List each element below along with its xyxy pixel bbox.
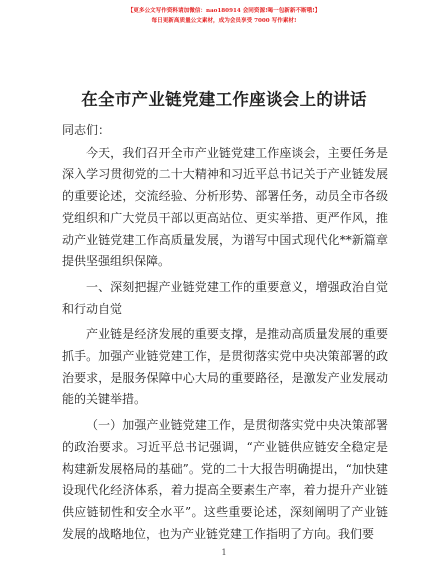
section-heading-1: 一、深刻把握产业链党建工作的重要意义，增强政治自觉和行动自觉 — [62, 279, 388, 316]
document-title: 在全市产业链党建工作座谈会上的讲话 — [81, 90, 367, 109]
paragraph-body: 产业链是经济发展的重要支撑，是推动高质量发展的重要抓手。加强产业链党建工作，是贯彻落实党中央决策部署的政治要求，是服务保障中心大局的重要路径，是激发产业发展动能的关键举措。 — [62, 327, 388, 407]
paragraph-subsection-1: （一）加强产业链党建工作，是贯彻落实党中央决策部署的政治要求。习近平总书记强调，“产业链供应链安全稳定是构建新发展格局的基础”。党的二十大报告明确提出，“加快建设现代化经济体系，着力提高全要素生产率，着力提升产业链供应链韧性和安全水平”。这些重要论述，深刻阐明了产业链发展的战略地位，也为产业链党建工作指明了方向。我们要 — [62, 418, 388, 541]
document-body — [62, 120, 388, 545]
promo-banner — [0, 6, 448, 26]
promo-banner-line-2: 每日更新高质量公文素材，成为会员享受 7000 写作素材! — [151, 18, 297, 24]
promo-banner-line-1: 【更多公文写作资料请加微信：nao180914 会同资源!喝一包新新不断哦!】 — [127, 8, 321, 14]
paragraph-intro: 今天，我们召开全市产业链党建工作座谈会，主要任务是深入学习贯彻党的二十大精神和习近平总书记关于产业链发展的重要论述，交流经验、分析形势、部署任务，动员全市各级党组织和广大党员干部以更高站位、更实举措、更严作风，推动产业链党建工作高质量发展，为谱写中国式现代化**新篇章提供坚强组织保障。 — [62, 145, 388, 269]
page-number: 1 — [221, 548, 227, 557]
salutation: 同志们： — [62, 123, 111, 137]
